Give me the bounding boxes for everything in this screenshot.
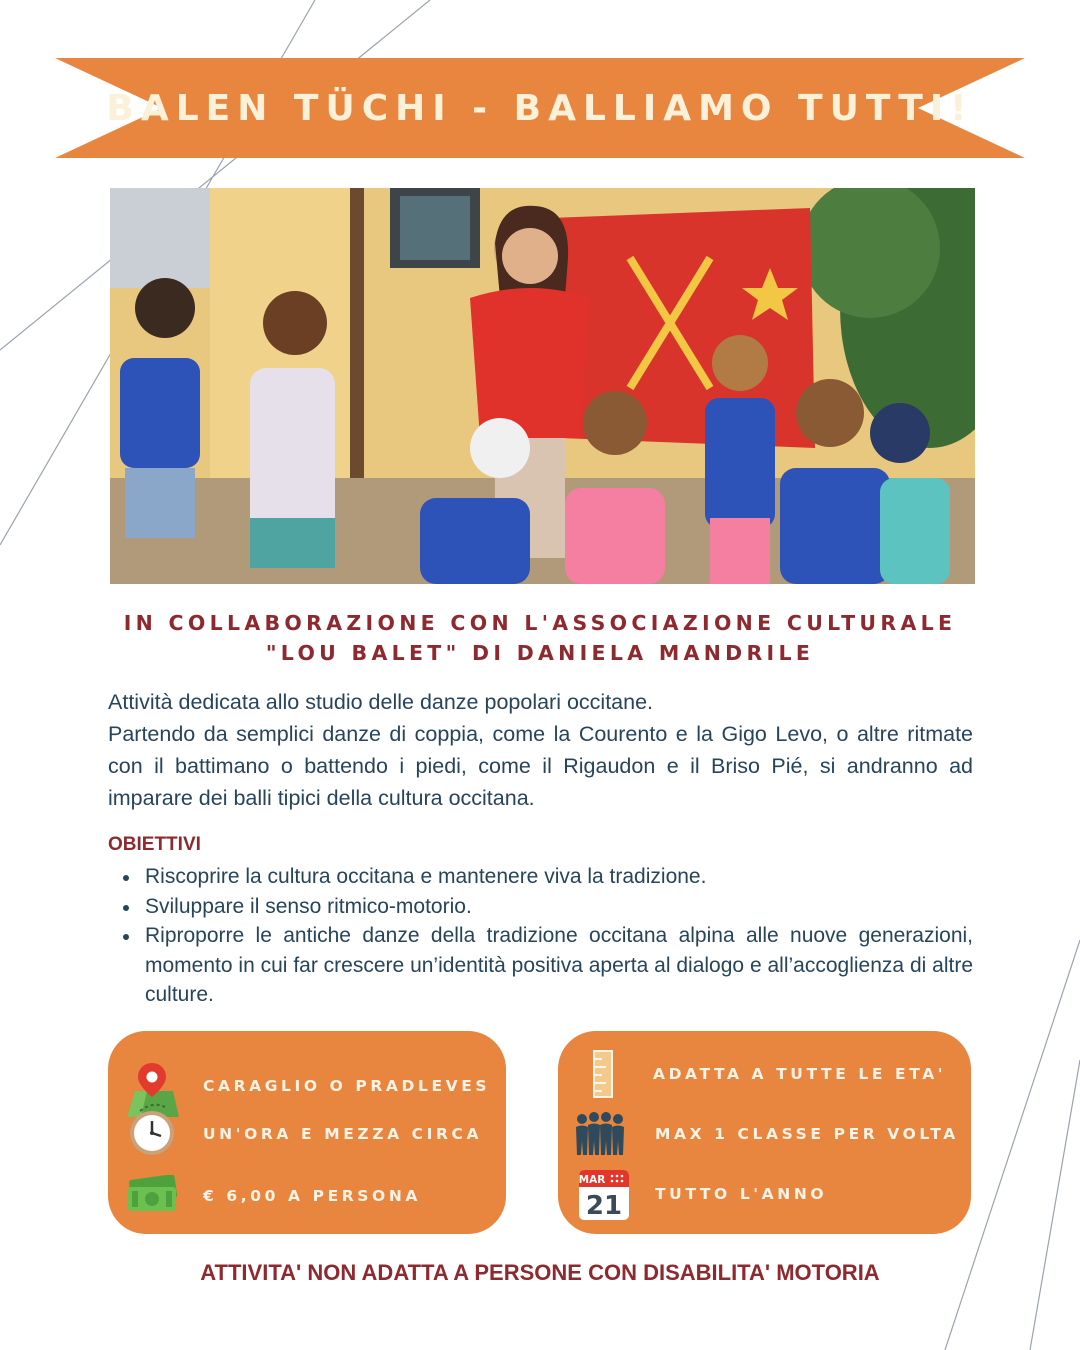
objectives-list [108, 862, 973, 1010]
collaboration-line-1: IN COLLABORAZIONE CON L'ASSOCIAZIONE CULTURALE [123, 611, 957, 635]
collaboration-line-2: "LOU BALET" DI DANIELA MANDRILE [265, 641, 815, 665]
price-label: € 6,00 A PERSONA [203, 1187, 422, 1205]
location-label: CARAGLIO O PRADLEVES [203, 1077, 491, 1095]
duration-label: UN'ORA E MEZZA CIRCA [203, 1125, 483, 1143]
objectives-title: OBIETTIVI [108, 834, 201, 855]
info-row-period [558, 1169, 971, 1219]
title-banner [55, 58, 1025, 158]
money-icon [124, 1175, 180, 1215]
objective-item: Sviluppare il senso ritmico-motorio. [108, 892, 973, 922]
objective-item: Riproporre le antiche danze della tradizione occitana alpina alle nuove generazioni, momento in cui far crescere un’identità positiva aperta al dialogo e all’accoglienza di altre culture. [108, 921, 973, 1010]
accessibility-note: ATTIVITA' NON ADATTA A PERSONE CON DISABILITA' MOTORIA [200, 1260, 880, 1285]
info-row-duration [108, 1109, 506, 1159]
description-paragraph-2: Partendo da semplici danze di coppia, come la Courento e la Gigo Levo, o altre ritmate con il battimano o battendo i piedi, come il Rigaudon e il Briso Pié, si andranno ad imparare dei balli tipici della cultura occitana. [108, 722, 973, 810]
page-title: BALEN TÜCHI - BALLIAMO TUTTI! [106, 87, 974, 129]
objective-item: Riscoprire la cultura occitana e mantenere viva la tradizione. [108, 862, 973, 892]
collaboration-heading [90, 608, 990, 668]
info-box-logistics [108, 1031, 506, 1234]
period-label: TUTTO L'ANNO [655, 1185, 828, 1203]
activity-description [108, 686, 973, 814]
group-icon [572, 1111, 628, 1157]
hero-photo [110, 188, 975, 584]
age-label: ADATTA A TUTTE LE ETA' [653, 1065, 947, 1083]
calendar-day: 21 [585, 1191, 623, 1221]
description-paragraph-1: Attività dedicata allo studio delle danze popolari occitane. [108, 690, 654, 714]
info-row-age [558, 1049, 971, 1099]
info-box-details [558, 1031, 971, 1234]
info-row-location [108, 1061, 506, 1111]
calendar-month: MAR [578, 1174, 606, 1186]
group-size-label: MAX 1 CLASSE PER VOLTA [655, 1125, 959, 1143]
info-row-price [108, 1171, 506, 1221]
clock-icon [128, 1109, 176, 1157]
ruler-icon [592, 1049, 614, 1099]
calendar-icon [578, 1169, 630, 1221]
info-row-group [558, 1109, 971, 1159]
